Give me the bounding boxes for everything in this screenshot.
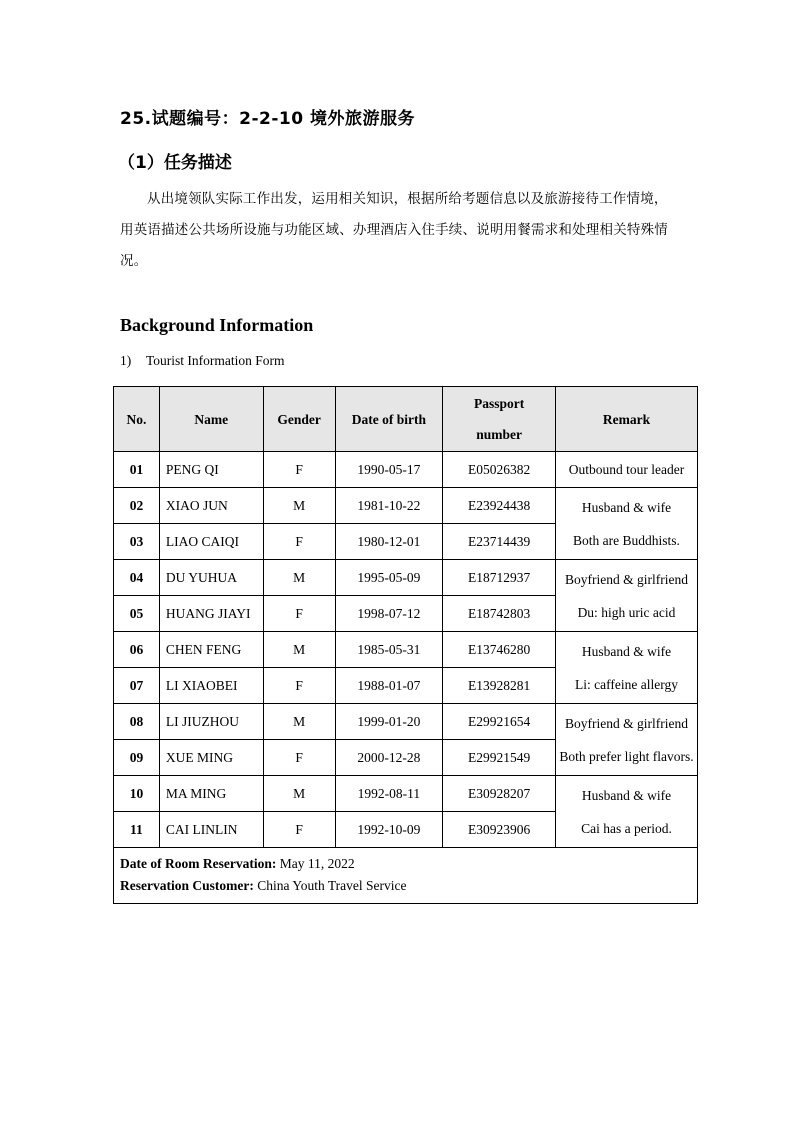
cell-name: HUANG JIAYI [159,596,263,632]
cell-no: 10 [114,776,160,812]
header-passport-line1: Passport [473,396,525,411]
cell-dob: 1999-01-20 [335,704,443,740]
table-row [114,560,698,596]
cell-name: CHEN FENG [159,632,263,668]
cell-passport: E18712937 [443,560,556,596]
cell-dob: 1981-10-22 [335,488,443,524]
remark-line2: Li: caffeine allergy [575,676,678,692]
reservation-customer-value: China Youth Travel Service [253,878,407,893]
cell-passport: E13928281 [443,668,556,704]
header-passport-line2: number [476,427,522,442]
cell-passport: E30928207 [443,776,556,812]
cell-dob: 2000-12-28 [335,740,443,776]
cell-gender: M [263,560,335,596]
cell-gender: M [263,704,335,740]
cell-gender: F [263,524,335,560]
cell-no: 02 [114,488,160,524]
cell-passport: E13746280 [443,632,556,668]
cell-gender: M [263,776,335,812]
cell-no: 09 [114,740,160,776]
cell-name: DU YUHUA [159,560,263,596]
form-title [120,353,285,369]
cell-dob: 1992-08-11 [335,776,443,812]
cell-name: XUE MING [159,740,263,776]
reservation-date-value: May 11, 2022 [276,856,355,871]
cell-dob: 1990-05-17 [335,452,443,488]
remark-line2: Both are Buddhists. [573,532,680,548]
cell-remark [555,632,697,704]
cell-gender: F [263,812,335,848]
table-row [114,632,698,668]
table-header-row [114,387,698,452]
remark-line1: Husband & wife [581,499,672,515]
remark-line2: Both prefer light flavors. [559,748,694,764]
cell-dob: 1988-01-07 [335,668,443,704]
cell-gender: M [263,632,335,668]
reservation-info [114,848,698,904]
header-no: No. [114,387,160,452]
cell-no: 04 [114,560,160,596]
cell-no: 06 [114,632,160,668]
table-footer-row [114,848,698,904]
cell-gender: F [263,740,335,776]
cell-gender: F [263,596,335,632]
cell-dob: 1995-05-09 [335,560,443,596]
remark-line1: Boyfriend & girlfriend [565,571,688,587]
cell-dob: 1985-05-31 [335,632,443,668]
cell-name: XIAO JUN [159,488,263,524]
cell-remark [555,704,697,776]
table-row [114,776,698,812]
table-row [114,704,698,740]
cell-gender: F [263,452,335,488]
subsection-heading: （1）任务描述 [118,153,232,173]
cell-passport: E23714439 [443,524,556,560]
cell-passport: E05026382 [443,452,556,488]
reservation-date-line [120,853,691,875]
cell-remark [555,488,697,560]
remark-line1: Husband & wife [581,787,672,803]
cell-no: 11 [114,812,160,848]
cell-passport: E18742803 [443,596,556,632]
header-passport [443,387,556,452]
background-title: Background Information [120,315,314,335]
remark-line1: Husband & wife [581,643,672,659]
cell-name: LI JIUZHOU [159,704,263,740]
form-title-text: Tourist Information Form [146,353,285,368]
cell-no: 08 [114,704,160,740]
cell-remark: Outbound tour leader [555,452,697,488]
form-number: 1) [120,353,132,368]
cell-name: LI XIAOBEI [159,668,263,704]
cell-remark [555,560,697,632]
reservation-customer-label: Reservation Customer: [120,878,254,893]
cell-name: MA MING [159,776,263,812]
reservation-customer-line [120,875,691,897]
section-heading: 25.试题编号：2-2-10 境外旅游服务 [120,109,415,129]
cell-passport: E29921654 [443,704,556,740]
table-row [114,452,698,488]
cell-name: PENG QI [159,452,263,488]
tourist-info-table [113,386,698,904]
cell-name: LIAO CAIQI [159,524,263,560]
header-gender: Gender [263,387,335,452]
header-dob: Date of birth [335,387,443,452]
cell-dob: 1980-12-01 [335,524,443,560]
cell-passport: E30923906 [443,812,556,848]
task-description: 从出境领队实际工作出发，运用相关知识，根据所给考题信息以及旅游接待工作情境，用英语描述公共场所设施与功能区域、办理酒店入住手续、说明用餐需求和处理相关特殊情况。 [120,191,668,269]
cell-no: 07 [114,668,160,704]
cell-passport: E29921549 [443,740,556,776]
cell-gender: F [263,668,335,704]
cell-dob: 1998-07-12 [335,596,443,632]
cell-no: 05 [114,596,160,632]
cell-dob: 1992-10-09 [335,812,443,848]
cell-passport: E23924438 [443,488,556,524]
reservation-date-label: Date of Room Reservation: [120,856,277,871]
header-remark: Remark [555,387,697,452]
cell-gender: M [263,488,335,524]
remark-line2: Cai has a period. [581,820,672,836]
cell-no: 03 [114,524,160,560]
cell-name: CAI LINLIN [159,812,263,848]
header-name: Name [159,387,263,452]
table-row [114,488,698,524]
remark-line1: Boyfriend & girlfriend [565,715,688,731]
cell-remark [555,776,697,848]
remark-line2: Du: high uric acid [577,604,676,620]
cell-no: 01 [114,452,160,488]
